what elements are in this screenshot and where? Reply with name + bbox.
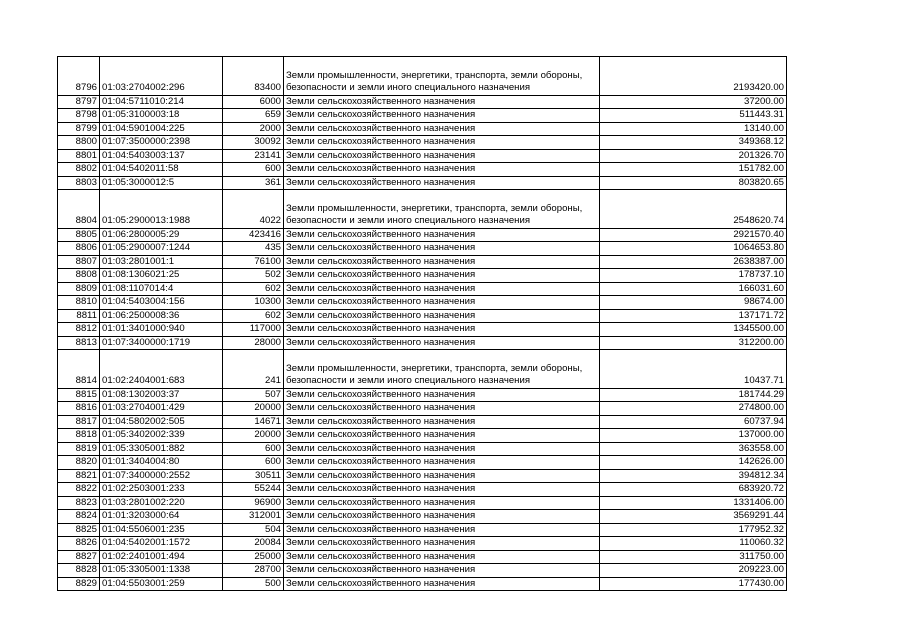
table-row: [58, 415, 787, 429]
area-cell: 502: [223, 269, 284, 283]
row-number-cell: 8814: [58, 350, 100, 389]
cadastral-value-cell: 13140.00: [600, 122, 787, 136]
land-category-cell: Земли сельскохозяйственного назначения: [284, 510, 600, 524]
cadastral-number-cell: 01:04:5403003:137: [100, 149, 223, 163]
land-parcels-table: [57, 56, 787, 591]
table-row: [58, 57, 787, 96]
area-cell: 435: [223, 242, 284, 256]
cadastral-number-cell: 01:04:5802002:505: [100, 415, 223, 429]
land-category-cell: Земли сельскохозяйственного назначения: [284, 537, 600, 551]
cadastral-number-cell: 01:02:2503001:233: [100, 483, 223, 497]
land-category-cell: Земли сельскохозяйственного назначения: [284, 122, 600, 136]
cadastral-number-cell: 01:08:1107014:4: [100, 282, 223, 296]
area-cell: 241: [223, 350, 284, 389]
area-cell: 30092: [223, 136, 284, 150]
cadastral-value-cell: 274800.00: [600, 402, 787, 416]
table-row: [58, 190, 787, 229]
table-row: [58, 255, 787, 269]
table-row: [58, 242, 787, 256]
row-number-cell: 8809: [58, 282, 100, 296]
cadastral-value-cell: 98674.00: [600, 296, 787, 310]
cadastral-number-cell: 01:03:2704002:296: [100, 57, 223, 96]
cadastral-number-cell: 01:04:5503001:259: [100, 577, 223, 591]
table-row: [58, 350, 787, 389]
table-row: [58, 136, 787, 150]
land-category-cell: Земли сельскохозяйственного назначения: [284, 255, 600, 269]
land-category-cell: Земли сельскохозяйственного назначения: [284, 564, 600, 578]
table-row: [58, 309, 787, 323]
row-number-cell: 8818: [58, 429, 100, 443]
table-row: [58, 122, 787, 136]
cadastral-value-cell: 511443.31: [600, 109, 787, 123]
cadastral-value-cell: 1331406.00: [600, 496, 787, 510]
cadastral-number-cell: 01:01:3404004:80: [100, 456, 223, 470]
spreadsheet-page: [57, 56, 787, 591]
row-number-cell: 8828: [58, 564, 100, 578]
land-category-cell: Земли сельскохозяйственного назначения: [284, 402, 600, 416]
row-number-cell: 8813: [58, 336, 100, 350]
cadastral-value-cell: 151782.00: [600, 163, 787, 177]
land-category-cell: Земли сельскохозяйственного назначения: [284, 149, 600, 163]
cadastral-value-cell: 178737.10: [600, 269, 787, 283]
land-category-cell: Земли сельскохозяйственного назначения: [284, 336, 600, 350]
row-number-cell: 8822: [58, 483, 100, 497]
table-row: [58, 456, 787, 470]
row-number-cell: 8827: [58, 550, 100, 564]
cadastral-value-cell: 3569291.44: [600, 510, 787, 524]
cadastral-number-cell: 01:05:3100003:18: [100, 109, 223, 123]
row-number-cell: 8797: [58, 95, 100, 109]
cadastral-value-cell: 1345500.00: [600, 323, 787, 337]
cadastral-value-cell: 803820.65: [600, 176, 787, 190]
cadastral-value-cell: 394812.34: [600, 469, 787, 483]
cadastral-number-cell: 01:02:2404001:683: [100, 350, 223, 389]
row-number-cell: 8819: [58, 442, 100, 456]
land-category-cell: Земли сельскохозяйственного назначения: [284, 550, 600, 564]
land-category-cell: Земли сельскохозяйственного назначения: [284, 309, 600, 323]
land-category-cell: Земли сельскохозяйственного назначения: [284, 429, 600, 443]
row-number-cell: 8803: [58, 176, 100, 190]
row-number-cell: 8796: [58, 57, 100, 96]
cadastral-value-cell: 137171.72: [600, 309, 787, 323]
row-number-cell: 8801: [58, 149, 100, 163]
row-number-cell: 8806: [58, 242, 100, 256]
row-number-cell: 8798: [58, 109, 100, 123]
cadastral-value-cell: 349368.12: [600, 136, 787, 150]
cadastral-value-cell: 10437.71: [600, 350, 787, 389]
land-category-cell: Земли сельскохозяйственного назначения: [284, 415, 600, 429]
area-cell: 602: [223, 309, 284, 323]
row-number-cell: 8829: [58, 577, 100, 591]
table-row: [58, 523, 787, 537]
cadastral-number-cell: 01:08:1302003:37: [100, 388, 223, 402]
table-body: [58, 57, 787, 591]
area-cell: 25000: [223, 550, 284, 564]
table-row: [58, 550, 787, 564]
cadastral-number-cell: 01:06:2800005:29: [100, 228, 223, 242]
land-category-cell: Земли сельскохозяйственного назначения: [284, 456, 600, 470]
area-cell: 30511: [223, 469, 284, 483]
area-cell: 4022: [223, 190, 284, 229]
land-category-cell: Земли сельскохозяйственного назначения: [284, 323, 600, 337]
cadastral-number-cell: 01:04:5402001:1572: [100, 537, 223, 551]
cadastral-value-cell: 209223.00: [600, 564, 787, 578]
table-row: [58, 176, 787, 190]
cadastral-number-cell: 01:07:3500000:2398: [100, 136, 223, 150]
land-category-cell: Земли промышленности, энергетики, транспорта, земли обороны, безопасности и земли иного специального назначения: [284, 57, 600, 96]
cadastral-number-cell: 01:06:2500008:36: [100, 309, 223, 323]
row-number-cell: 8800: [58, 136, 100, 150]
land-category-cell: Земли сельскохозяйственного назначения: [284, 136, 600, 150]
area-cell: 20000: [223, 402, 284, 416]
land-category-cell: Земли сельскохозяйственного назначения: [284, 469, 600, 483]
table-row: [58, 228, 787, 242]
cadastral-number-cell: 01:04:5403004:156: [100, 296, 223, 310]
cadastral-value-cell: 201326.70: [600, 149, 787, 163]
table-row: [58, 469, 787, 483]
area-cell: 504: [223, 523, 284, 537]
area-cell: 600: [223, 163, 284, 177]
area-cell: 423416: [223, 228, 284, 242]
area-cell: 23141: [223, 149, 284, 163]
cadastral-number-cell: 01:02:2401001:494: [100, 550, 223, 564]
cadastral-value-cell: 1064653.80: [600, 242, 787, 256]
cadastral-number-cell: 01:07:3400000:2552: [100, 469, 223, 483]
table-row: [58, 388, 787, 402]
cadastral-number-cell: 01:08:1306021:25: [100, 269, 223, 283]
row-number-cell: 8805: [58, 228, 100, 242]
land-category-cell: Земли сельскохозяйственного назначения: [284, 442, 600, 456]
row-number-cell: 8808: [58, 269, 100, 283]
row-number-cell: 8799: [58, 122, 100, 136]
row-number-cell: 8804: [58, 190, 100, 229]
area-cell: 14671: [223, 415, 284, 429]
land-category-cell: Земли сельскохозяйственного назначения: [284, 95, 600, 109]
cadastral-number-cell: 01:05:3305001:882: [100, 442, 223, 456]
area-cell: 659: [223, 109, 284, 123]
cadastral-value-cell: 2921570.40: [600, 228, 787, 242]
area-cell: 76100: [223, 255, 284, 269]
cadastral-number-cell: 01:05:2900013:1988: [100, 190, 223, 229]
cadastral-number-cell: 01:07:3400000:1719: [100, 336, 223, 350]
table-row: [58, 269, 787, 283]
land-category-cell: Земли сельскохозяйственного назначения: [284, 577, 600, 591]
table-row: [58, 429, 787, 443]
row-number-cell: 8816: [58, 402, 100, 416]
cadastral-number-cell: 01:03:2801001:1: [100, 255, 223, 269]
area-cell: 117000: [223, 323, 284, 337]
table-row: [58, 282, 787, 296]
cadastral-value-cell: 37200.00: [600, 95, 787, 109]
area-cell: 20000: [223, 429, 284, 443]
cadastral-value-cell: 60737.94: [600, 415, 787, 429]
table-row: [58, 149, 787, 163]
area-cell: 312001: [223, 510, 284, 524]
cadastral-number-cell: 01:05:3402002:339: [100, 429, 223, 443]
cadastral-value-cell: 363558.00: [600, 442, 787, 456]
table-row: [58, 95, 787, 109]
area-cell: 10300: [223, 296, 284, 310]
cadastral-number-cell: 01:05:3000012:5: [100, 176, 223, 190]
area-cell: 507: [223, 388, 284, 402]
cadastral-value-cell: 311750.00: [600, 550, 787, 564]
table-row: [58, 577, 787, 591]
land-category-cell: Земли сельскохозяйственного назначения: [284, 176, 600, 190]
cadastral-value-cell: 312200.00: [600, 336, 787, 350]
cadastral-number-cell: 01:04:5402011:58: [100, 163, 223, 177]
table-row: [58, 402, 787, 416]
row-number-cell: 8817: [58, 415, 100, 429]
table-row: [58, 323, 787, 337]
cadastral-number-cell: 01:04:5506001:235: [100, 523, 223, 537]
area-cell: 20084: [223, 537, 284, 551]
cadastral-number-cell: 01:05:3305001:1338: [100, 564, 223, 578]
row-number-cell: 8826: [58, 537, 100, 551]
land-category-cell: Земли промышленности, энергетики, транспорта, земли обороны, безопасности и земли иного специального назначения: [284, 350, 600, 389]
land-category-cell: Земли сельскохозяйственного назначения: [284, 388, 600, 402]
table-row: [58, 537, 787, 551]
land-category-cell: Земли сельскохозяйственного назначения: [284, 282, 600, 296]
land-category-cell: Земли сельскохозяйственного назначения: [284, 242, 600, 256]
area-cell: 83400: [223, 57, 284, 96]
cadastral-value-cell: 177430.00: [600, 577, 787, 591]
cadastral-value-cell: 2638387.00: [600, 255, 787, 269]
cadastral-number-cell: 01:01:3401000:940: [100, 323, 223, 337]
table-row: [58, 564, 787, 578]
row-number-cell: 8815: [58, 388, 100, 402]
row-number-cell: 8821: [58, 469, 100, 483]
cadastral-value-cell: 2548620.74: [600, 190, 787, 229]
row-number-cell: 8802: [58, 163, 100, 177]
land-category-cell: Земли сельскохозяйственного назначения: [284, 109, 600, 123]
row-number-cell: 8810: [58, 296, 100, 310]
land-category-cell: Земли сельскохозяйственного назначения: [284, 483, 600, 497]
area-cell: 6000: [223, 95, 284, 109]
cadastral-value-cell: 683920.72: [600, 483, 787, 497]
cadastral-number-cell: 01:05:2900007:1244: [100, 242, 223, 256]
land-category-cell: Земли сельскохозяйственного назначения: [284, 269, 600, 283]
cadastral-number-cell: 01:01:3203000:64: [100, 510, 223, 524]
area-cell: 361: [223, 176, 284, 190]
area-cell: 96900: [223, 496, 284, 510]
table-row: [58, 296, 787, 310]
land-category-cell: Земли сельскохозяйственного назначения: [284, 296, 600, 310]
area-cell: 500: [223, 577, 284, 591]
cadastral-number-cell: 01:04:5711010:214: [100, 95, 223, 109]
cadastral-value-cell: 142626.00: [600, 456, 787, 470]
land-category-cell: Земли промышленности, энергетики, транспорта, земли обороны, безопасности и земли иного специального назначения: [284, 190, 600, 229]
land-category-cell: Земли сельскохозяйственного назначения: [284, 163, 600, 177]
row-number-cell: 8807: [58, 255, 100, 269]
area-cell: 28700: [223, 564, 284, 578]
row-number-cell: 8811: [58, 309, 100, 323]
land-category-cell: Земли сельскохозяйственного назначения: [284, 496, 600, 510]
area-cell: 602: [223, 282, 284, 296]
row-number-cell: 8823: [58, 496, 100, 510]
land-category-cell: Земли сельскохозяйственного назначения: [284, 523, 600, 537]
row-number-cell: 8812: [58, 323, 100, 337]
table-row: [58, 442, 787, 456]
area-cell: 55244: [223, 483, 284, 497]
row-number-cell: 8825: [58, 523, 100, 537]
area-cell: 28000: [223, 336, 284, 350]
area-cell: 600: [223, 456, 284, 470]
cadastral-number-cell: 01:03:2801002:220: [100, 496, 223, 510]
cadastral-number-cell: 01:04:5901004:225: [100, 122, 223, 136]
cadastral-value-cell: 166031.60: [600, 282, 787, 296]
cadastral-value-cell: 181744.29: [600, 388, 787, 402]
cadastral-value-cell: 137000.00: [600, 429, 787, 443]
table-row: [58, 163, 787, 177]
cadastral-number-cell: 01:03:2704001:429: [100, 402, 223, 416]
table-row: [58, 109, 787, 123]
row-number-cell: 8820: [58, 456, 100, 470]
cadastral-value-cell: 110060.32: [600, 537, 787, 551]
area-cell: 600: [223, 442, 284, 456]
table-row: [58, 510, 787, 524]
cadastral-value-cell: 177952.32: [600, 523, 787, 537]
area-cell: 2000: [223, 122, 284, 136]
table-row: [58, 483, 787, 497]
row-number-cell: 8824: [58, 510, 100, 524]
land-category-cell: Земли сельскохозяйственного назначения: [284, 228, 600, 242]
cadastral-value-cell: 2193420.00: [600, 57, 787, 96]
table-row: [58, 336, 787, 350]
table-row: [58, 496, 787, 510]
